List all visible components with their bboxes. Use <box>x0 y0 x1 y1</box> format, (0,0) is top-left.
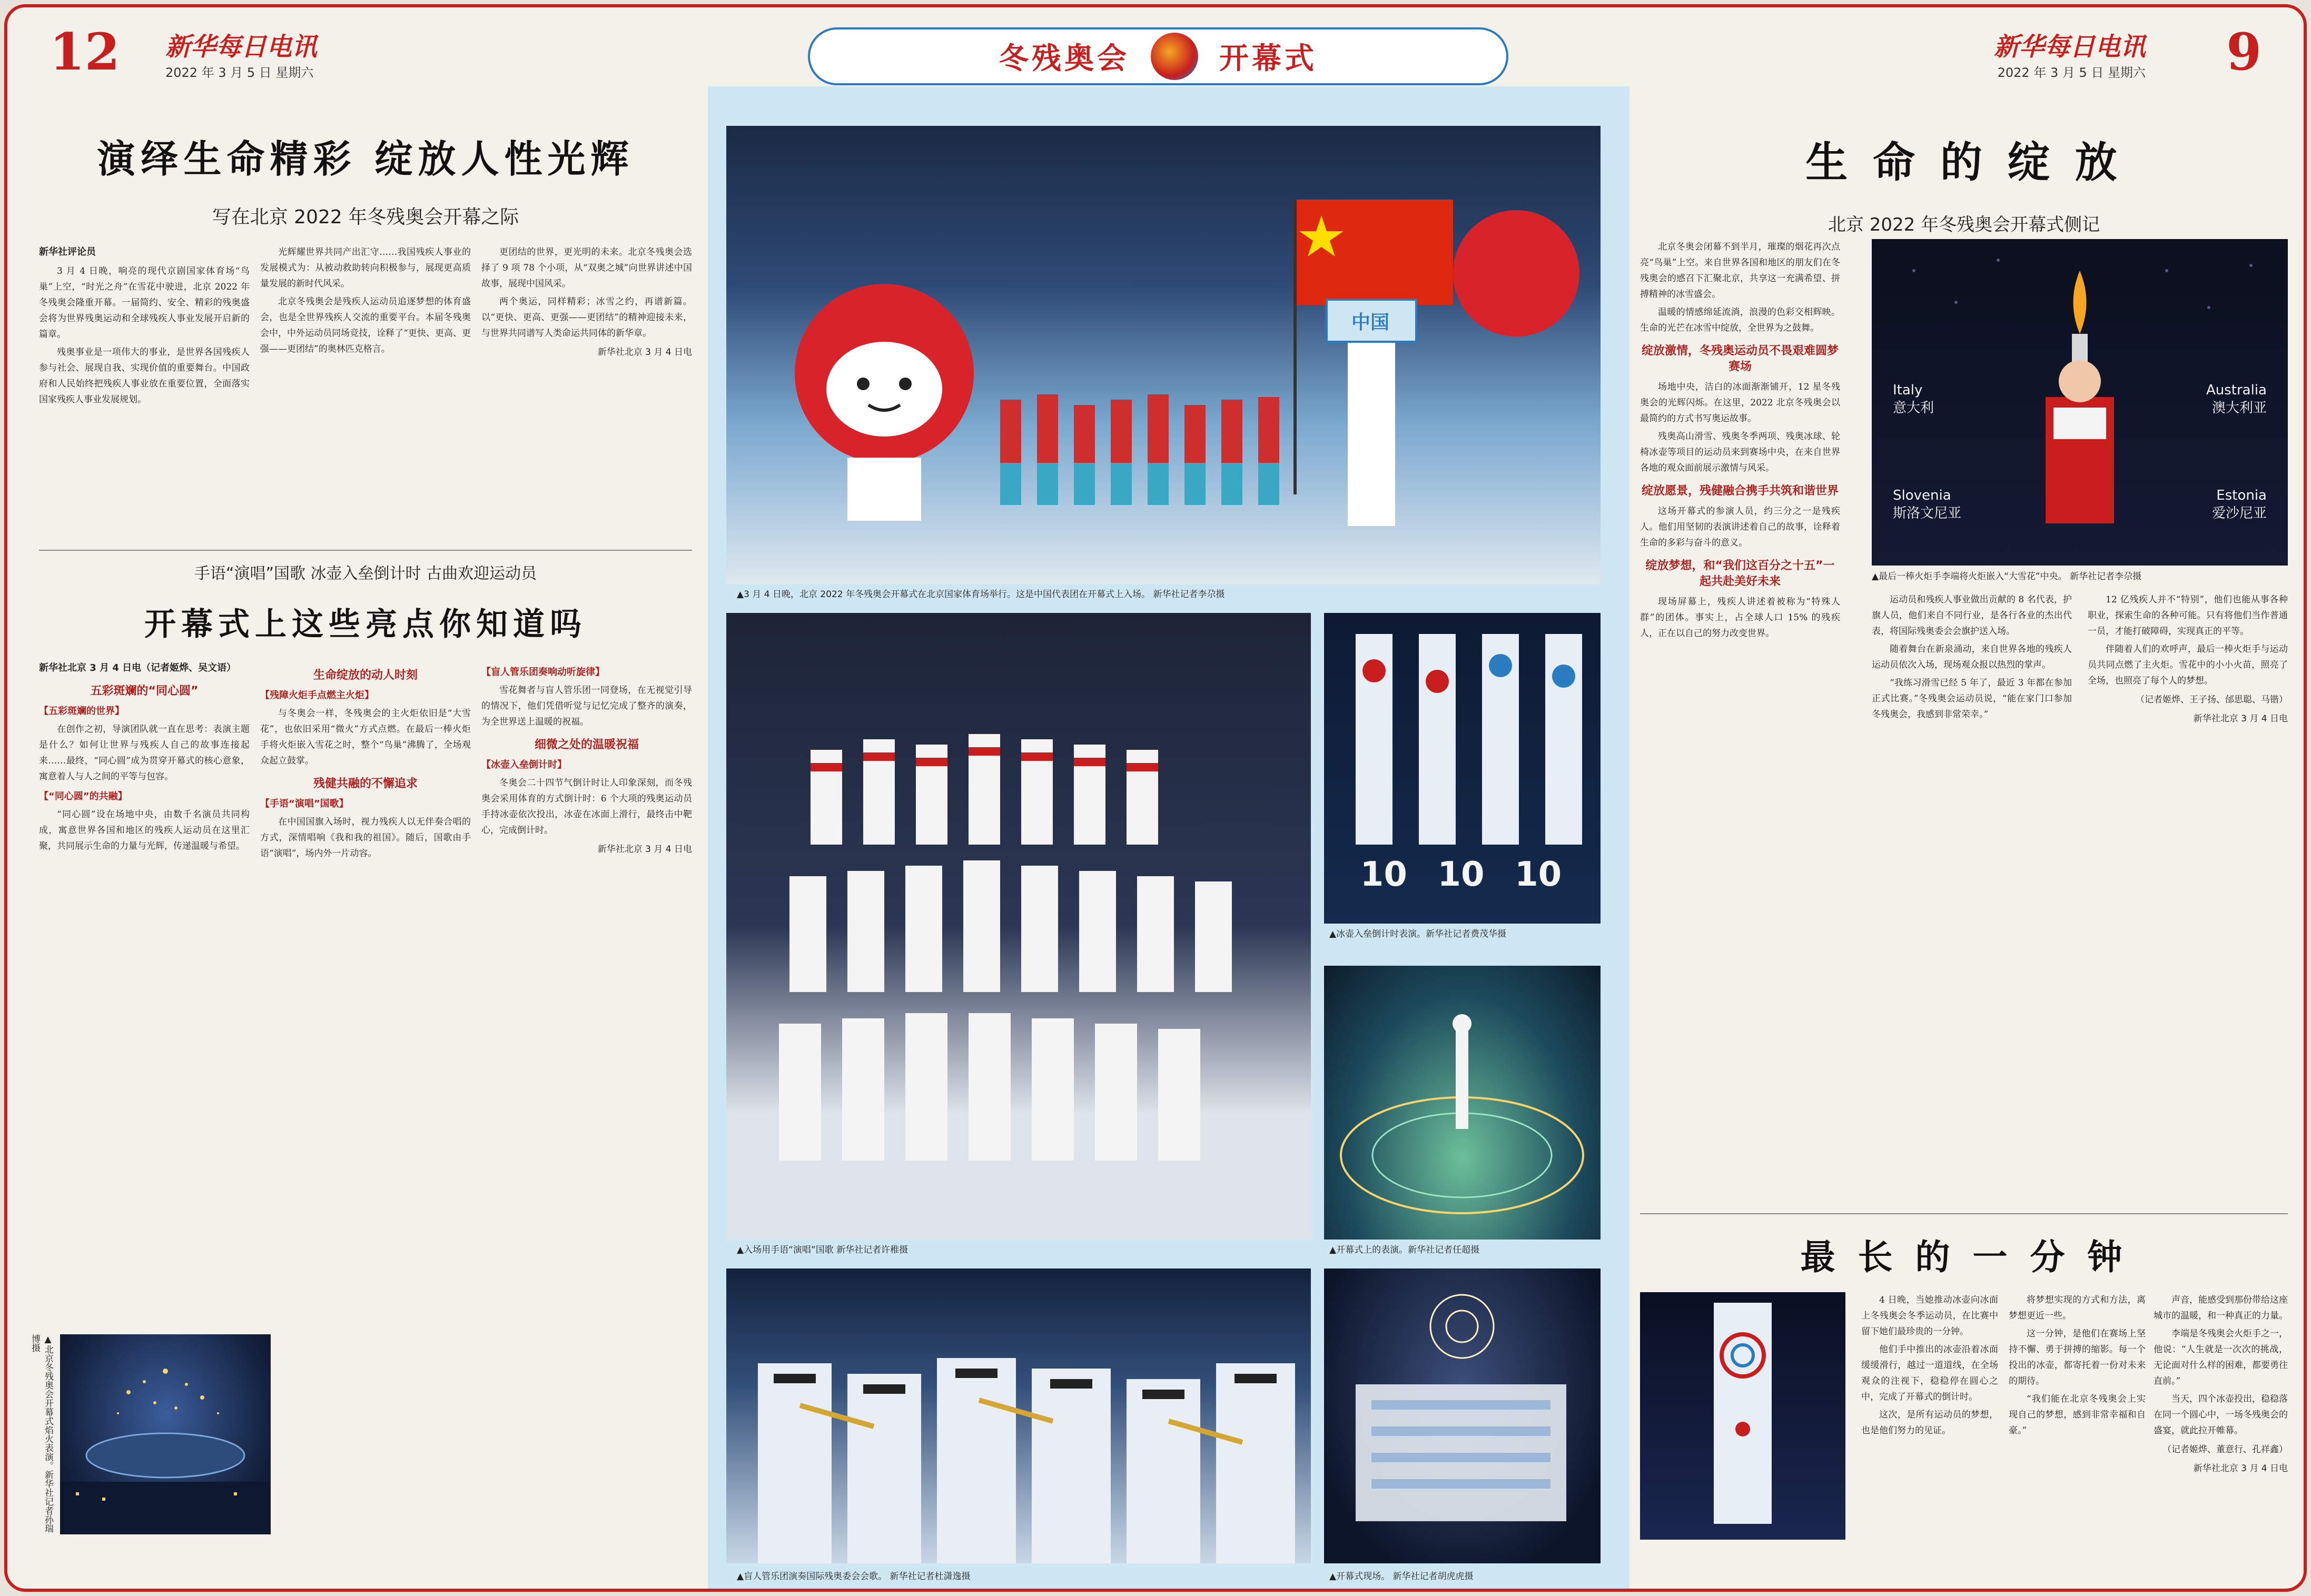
delegation-illustration <box>726 126 1601 584</box>
divider <box>1640 1213 2288 1214</box>
countdown-digits <box>1345 855 1577 894</box>
country-label-australia <box>2206 381 2267 417</box>
right-col2 <box>1872 592 2072 725</box>
bottom-col2 <box>2009 1292 2146 1441</box>
paragraph: 将梦想实现的方式和方法，离梦想更近一些。 <box>2009 1295 2146 1321</box>
signoff: 新华社北京 3 月 4 日电 <box>2193 713 2288 724</box>
section-title: 残健共融的不懈追求 <box>313 777 418 790</box>
left-byline: 新华社评论员 <box>39 246 96 257</box>
left-editorial-col3 <box>481 244 692 360</box>
country-label-slovenia <box>1893 487 1961 522</box>
feature-col1 <box>39 660 250 856</box>
bottom-col1 <box>1861 1292 1998 1441</box>
paragraph: 4 日晚，当她推动冰壶向冰面上冬残奥会冬季运动员，在比赛中留下她们最珍贵的一分钟。 <box>1861 1295 1998 1337</box>
band-illustration <box>726 1268 1311 1563</box>
photo2-caption: ▲入场用手语“演唱”国歌 新华社记者许稚摄 <box>737 1245 908 1255</box>
countdown-digit: 10 <box>1515 855 1562 894</box>
sub-title: 【盲人管乐团奏响动听旋律】 <box>481 667 605 678</box>
signoff: 新华社北京 3 月 4 日电 <box>2193 1463 2288 1474</box>
paragraph: 温暖的情感绵延流淌，浪漫的色彩交相辉映。生命的光芒在冰雪中绽放，全世界为之鼓舞。 <box>1640 307 1840 333</box>
performance-illustration <box>1324 966 1601 1240</box>
performance-photo <box>1324 966 1601 1240</box>
feature-col2 <box>260 660 471 864</box>
right-col1 <box>1640 239 1840 643</box>
paragraph: “我们能在北京冬残奥会上实现自己的梦想，感到非常幸福和自豪。” <box>2009 1394 2146 1436</box>
paragraph: “同心圆”设在场地中央，由数千名演员共同构成，寓意世界各国和地区的残疾人运动员在这里汇聚，共同展示生命的力量与光辉，传递温暖与希望。 <box>39 809 250 851</box>
right-subheadline: 北京 2022 年冬残奥会开幕式侧记 <box>1828 214 2100 235</box>
country-label-estonia <box>2212 487 2267 522</box>
paragraph: 场地中央，洁白的冰面渐渐铺开，12 星冬残奥会的光辉闪烁。在这里，2022 北京冬残奥会以最简约的方式书写奥运故事。 <box>1640 382 1840 424</box>
fireworks-photo <box>60 1334 271 1534</box>
delegation-placard: 中国 <box>1351 312 1389 333</box>
right-date: 2022 年 3 月 5 日 星期六 <box>1997 65 2146 80</box>
section-left-label: 冬残奥会 <box>999 41 1130 76</box>
signoff: 新华社北京 3 月 4 日电 <box>597 347 692 358</box>
paragraph: 残奥高山滑雪、残奥冬季两项、残奥冰球、轮椅冰壶等项目的运动员来到赛场中央，在来自世界各地的观众面前展示激情与风采。 <box>1640 431 1840 473</box>
paragraph: 雪花舞者与盲人管乐团一同登场，在无视觉引导的情况下，他们凭借听觉与记忆完成了整齐的演奏，为全世界送上温暖的祝福。 <box>481 685 692 727</box>
section-title: 细微之处的温暖祝福 <box>534 738 639 751</box>
signoff: 新华社北京 3 月 4 日电 <box>597 844 692 855</box>
paragraph: 在中国国旗入场时，视力残疾人以无伴奏合唱的方式，深情唱响《我和我的祖国》。随后，国歌由手语“演唱”，场内外一片动容。 <box>260 817 471 859</box>
rink-illustration <box>1640 1292 1845 1540</box>
feature-byline: 新华社北京 3 月 4 日电（记者姬烨、吴文语） <box>39 662 236 673</box>
paragraph: 北京冬奥会闭幕不到半月，璀璨的烟花再次点亮“鸟巢”上空。来自世界各国和地区的朋友们在冬残奥会的感召下汇聚北京，共享这一充满希望、拼搏精神的冰雪盛会。 <box>1640 242 1840 300</box>
country-zh: 澳大利亚 <box>2211 400 2267 416</box>
feature-kicker: 手语“演唱”国歌 冰壶入垒倒计时 古曲欢迎运动员 <box>194 564 537 583</box>
torch-photo <box>1872 239 2288 566</box>
photo6-caption: ▲开幕式现场。 新华社记者胡虎虎摄 <box>1329 1571 1474 1582</box>
right-brand-logo: 新华每日电讯 <box>1993 32 2146 62</box>
paragraph: 更团结的世界，更光明的未来。北京冬残奥会选择了 9 项 78 个小项，从“双奥之城”向世界讲述中国故事，展现中国风采。 <box>481 247 692 289</box>
country-zh: 爱沙尼亚 <box>2211 505 2267 521</box>
paragraph: 现场屏幕上，残疾人讲述着被称为“特殊人群”的团体。事实上，占全球人口 15% 的残疾人，正在以自己的努力改变世界。 <box>1640 597 1840 639</box>
venue-photo <box>1324 1268 1601 1563</box>
paragraph: 残奥事业是一项伟大的事业，是世界各国残疾人参与社会、展现自我、实现价值的重要舞台。中国政府和人民始终把残疾人事业放在重要位置，全面落实国家残疾人事业发展规划。 <box>39 347 250 405</box>
china-delegation-photo <box>726 126 1601 584</box>
paragraph: 冬奥会二十四节气倒计时让人印象深刻，而冬残奥会采用体育的方式倒计时：6 个大项的残奥运动员手持冰壶依次投出，冰壶在冰面上滑行，最终击中靶心，完成倒计时。 <box>481 778 692 836</box>
bottom-col3 <box>2154 1292 2288 1476</box>
photo5-caption: ▲开幕式上的表演。新华社记者任超摄 <box>1329 1245 1480 1255</box>
right-col3 <box>2088 592 2288 727</box>
right-bottom-header <box>1640 1229 2288 1279</box>
sub-title: 【手语“演唱”国歌】 <box>260 798 349 809</box>
country-zh: 斯洛文尼亚 <box>1893 505 1962 521</box>
paragraph: 当天，四个冰壶投出，稳稳落在同一个圆心中，一场冬残奥会的盛宴，就此拉开帷幕。 <box>2154 1394 2288 1436</box>
paragraph: 3 月 4 日晚，响亮的现代京剧国家体育场“鸟巢”上空，“时光之舟”在雪花中驶进，北京 2022 年冬残奥会隆重开幕。一届简约、安全、精彩的残奥盛会将为世界残奥运动和全球残疾人事业发展开启新的篇章。 <box>39 266 250 340</box>
country-label-italy <box>1893 381 1934 417</box>
photo4-caption: ▲冰壶入垒倒计时表演。新华社记者费茂华摄 <box>1329 929 1507 939</box>
sub-title: 【五彩斑斓的世界】 <box>39 706 124 717</box>
fireworks-caption: ▲北京冬残奥会开幕式焰火表演。新华社记者孙瑞博摄 <box>29 1334 53 1533</box>
section-title: 五彩斑斓的“同心圆” <box>90 685 199 698</box>
paragraph: 与冬奥会一样，冬残奥会的主火炬依旧是“大雪花”，也依旧采用“微火”方式点燃。在最后一棒火炬手将火炬嵌入雪花之时，整个“鸟巢”沸腾了，全场观众起立鼓掌。 <box>260 708 471 766</box>
right-headline: 生 命 的 绽 放 <box>1805 137 2122 187</box>
paragraph: 声音，能感受到那份带给这座城市的温暖，和一种真正的力量。 <box>2154 1295 2288 1321</box>
paralympic-emblem-icon <box>1151 33 1198 80</box>
paragraph: 伴随着人们的欢呼声，最后一棒火炬手与运动员共同点燃了主火炬。雪花中的小小火苗，照亮了全场，也照亮了每个人的梦想。 <box>2088 644 2288 686</box>
divider <box>39 550 692 551</box>
paragraph: 光辉耀世界共同产出汇守……我国残疾人事业的发展模式为：从被动救助转向积极参与，展现更高质量发展的新时代风采。 <box>260 247 471 289</box>
section-right-label: 开幕式 <box>1219 41 1317 76</box>
countdown-digit: 10 <box>1360 855 1407 894</box>
venue-illustration <box>1324 1268 1601 1563</box>
country-en: Italy <box>1893 382 1923 398</box>
section-title: 绽放梦想，和“我们这百分之十五”一起共赴美好未来 <box>1645 559 1835 588</box>
paragraph: 他们手中推出的冰壶沿着冰面缓缓滑行，越过一道道线，在全场观众的注视下，稳稳停在圆心之中，完成了开幕式的倒计时。 <box>1861 1344 1998 1402</box>
paragraph: 12 亿残疾人并不“特别”，他们也能从事各种职业，探索生命的各种可能。只有将他们当作普通一员，才能打破障碍，实现真正的平等。 <box>2088 594 2288 637</box>
paragraph: 这次，是所有运动员的梦想，也是他们努力的见证。 <box>1861 1410 1998 1436</box>
country-en: Slovenia <box>1893 488 1951 503</box>
signoff: （记者姬烨、董意行、孔祥鑫） <box>2162 1444 2288 1455</box>
photo1-caption: ▲3 月 4 日晚，北京 2022 年冬残奥会开幕式在北京国家体育场举行。这是中国代表团在开幕式上入场。 新华社记者李尕摄 <box>737 589 1225 600</box>
paragraph: 北京冬残奥会是残疾人运动员追逐梦想的体育盛会，也是全世界残疾人交流的重要平台。本届冬残奥会中，中外运动员同场竞技，诠释了“更快、更高、更强——更团结”的奥林匹克格言。 <box>260 296 471 354</box>
paragraph: 这一分钟，是他们在赛场上坚持不懈、勇于拼搏的缩影。每一个投出的冰壶，都寄托着一份对未来的期待。 <box>2009 1329 2146 1386</box>
sub-title: 【“同心圆”的共融】 <box>39 791 127 802</box>
fireworks-illustration <box>60 1334 271 1534</box>
bottom-headline: 最 长 的 一 分 钟 <box>1800 1236 2128 1277</box>
left-subheadline: 写在北京 2022 年冬残奥会开幕之际 <box>212 206 519 228</box>
newspaper-spread <box>4 4 2307 1592</box>
sub-title: 【残障火炬手点燃主火炬】 <box>260 690 374 701</box>
country-zh: 意大利 <box>1893 400 1934 416</box>
left-brand-logo: 新华每日电讯 <box>165 32 318 62</box>
left-page-number: 12 <box>50 22 120 82</box>
feature-col3 <box>481 660 692 857</box>
right-page-number: 9 <box>2226 22 2261 82</box>
signoff: （记者姬烨、王子扬、邰思聪、马锴） <box>2136 695 2288 705</box>
page-header <box>7 7 2304 92</box>
country-en: Estonia <box>2216 488 2267 503</box>
paragraph: 两个奥运，同样精彩；冰雪之约，再谱新篇。以“更快、更高、更强——更团结”的精神迎接未来，与世界共同谱写人类命运共同体的新华章。 <box>481 296 692 339</box>
paragraph: 这场开幕式的参演人员，约三分之一是残疾人。他们用坚韧的表演讲述着自己的故事，诠释着生命的多彩与奋斗的意义。 <box>1640 506 1840 548</box>
blind-band-photo <box>726 1268 1311 1563</box>
curling-rink-photo <box>1640 1292 1845 1540</box>
right-feature-header <box>1640 128 2288 236</box>
left-date: 2022 年 3 月 5 日 星期六 <box>165 65 314 80</box>
paragraph: 在创作之初，导演团队就一直在思考：表演主题是什么？如何让世界与残疾人自己的故事连接起来……最终，“同心圆”成为贯穿开幕式的核心意象，寓意着人与人之间的平等与包容。 <box>39 724 250 782</box>
country-en: Australia <box>2206 382 2267 398</box>
left-editorial-header <box>39 128 692 229</box>
photo3-caption: ▲盲人管乐团演奏国际残奥委会会歌。 新华社记者杜潇逸摄 <box>737 1571 971 1582</box>
sign-language-photo <box>726 613 1311 1240</box>
left-editorial-col1 <box>39 244 250 410</box>
sub-title: 【冰壶入垒倒计时】 <box>481 759 567 770</box>
left-editorial-col2 <box>260 244 471 359</box>
countdown-digit: 10 <box>1437 855 1485 894</box>
feature-headline: 开幕式上这些亮点你知道吗 <box>144 606 587 643</box>
paragraph: 李端是冬残奥会火炬手之一，他说：“人生就是一次次的挑战，无论面对什么样的困难，都要勇往直前。” <box>2154 1329 2288 1386</box>
section-title: 绽放愿景，残健融合携手共筑和谐世界 <box>1641 484 1839 498</box>
left-feature-header <box>39 560 692 645</box>
torch-caption: ▲最后一棒火炬手李端将火炬嵌入“大雪花”中央。 新华社记者李尕摄 <box>1872 571 2142 582</box>
curling-countdown-photo <box>1324 613 1601 924</box>
choir-illustration <box>726 613 1311 1240</box>
section-title: 绽放激情，冬残奥运动员不畏艰难圆梦赛场 <box>1641 344 1839 373</box>
paragraph: 随着舞台在新泉涌动，来自世界各地的残疾人运动员依次入场，现场观众报以热烈的掌声。 <box>1872 644 2072 670</box>
section-title: 生命绽放的动人时刻 <box>313 669 418 682</box>
section-banner <box>808 27 1508 85</box>
paragraph: 运动员和残疾人事业做出贡献的 8 名代表，护旗人员，他们来自不同行业，是各行各业的杰出代表，将国际残奥委会会旗护送入场。 <box>1872 594 2072 637</box>
paragraph: “我练习滑雪已经 5 年了，最近 3 年都在参加正式比赛。”冬残奥会运动员说，“能在家门口参加冬残奥会，我感到非常荣幸。” <box>1872 678 2072 720</box>
left-headline: 演绎生命精彩 绽放人性光辉 <box>97 136 634 181</box>
